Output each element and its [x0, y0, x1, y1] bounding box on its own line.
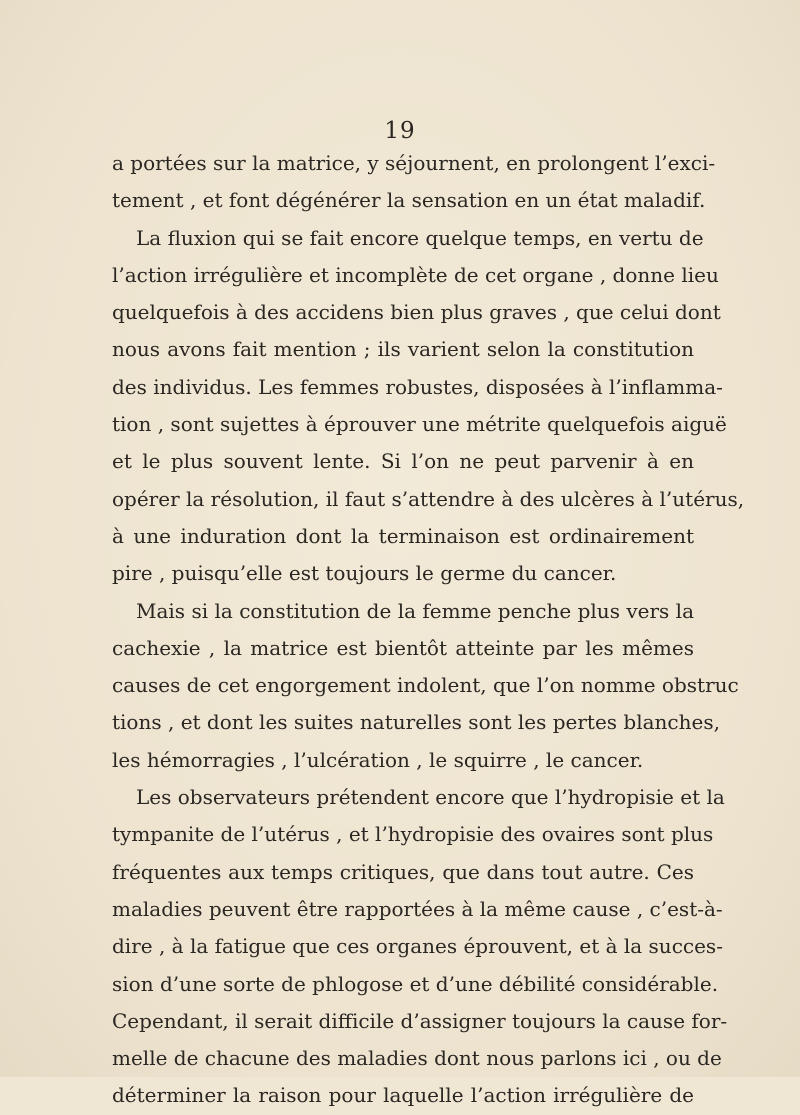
text-line: a portées sur la matrice, y séjournent, en prolongent l’exci- — [112, 151, 716, 175]
text-line: quelquefois à des accidens bien plus graves , que celui dont — [112, 300, 721, 325]
text-line: tions , et dont les suites naturelles sont les pertes blanches, — [112, 710, 720, 735]
text-line: Cependant, il serait difficile d’assigner toujours la cause for- — [112, 1008, 728, 1033]
text-line: à une induration dont la terminaison est ordinairement — [112, 523, 694, 548]
text-line: melle de chacune des maladies dont nous parlons ici , ou de — [112, 1046, 722, 1071]
text-line: tement , et font dégénérer la sensation en un état maladif. — [112, 188, 706, 213]
text-line: tympanite de l’utérus , et l’hydropisie des ovaires sont plus — [112, 822, 714, 847]
text-line: déterminer la raison pour laquelle l’action irrégulière de — [112, 1083, 694, 1108]
text-line: l’action irrégulière et incomplète de cet organe , donne lieu — [112, 262, 719, 287]
text-line: fréquentes aux temps critiques, que dans tout autre. Ces — [112, 859, 694, 884]
text-line: tion , sont sujettes à éprouver une métrite quelquefois aiguë — [112, 412, 727, 437]
body-text — [112, 145, 745, 1115]
text-line: maladies peuvent être rapportées à la même cause , c’est-à- — [112, 896, 723, 921]
text-line: nous avons fait mention ; ils varient selon la constitution — [112, 337, 694, 362]
text-line: Mais si la constitution de la femme penche plus vers la — [136, 598, 694, 623]
text-line: des individus. Les femmes robustes, disposées à l’inflamma- — [112, 374, 723, 399]
text-line: causes de cet engorgement indolent, que l’on nomme obstruc — [112, 673, 739, 698]
text-line: Les observateurs prétendent encore que l’hydropisie et la — [136, 785, 725, 810]
text-line: opérer la résolution, il faut s’attendre à des ulcères à l’utérus, — [112, 486, 745, 511]
text-line: dire , à la fatigue que ces organes éprouvent, et à la succes- — [112, 934, 723, 959]
text-line: et le plus souvent lente. Si l’on ne peut parvenir à en — [112, 449, 694, 474]
text-line: pire , puisqu’elle est toujours le germe du cancer. — [112, 561, 617, 586]
text-line: cachexie , la matrice est bientôt atteinte par les mêmes — [112, 635, 694, 660]
page-number: 19 — [384, 118, 416, 144]
text-line: sion d’une sorte de phlogose et d’une débilité considérable. — [112, 971, 719, 996]
text-line: La fluxion qui se fait encore quelque temps, en vertu de — [136, 225, 704, 250]
text-line: les hémorragies , l’ulcération , le squirre , le cancer. — [112, 747, 644, 772]
